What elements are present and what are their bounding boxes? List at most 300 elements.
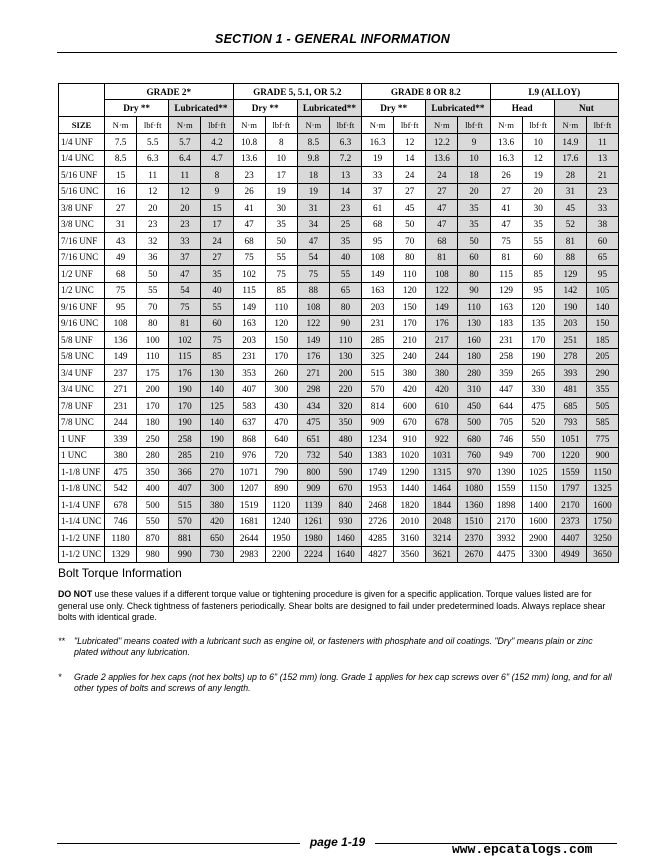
torque-value-cell: 970 bbox=[458, 464, 490, 481]
torque-value-cell: 40 bbox=[201, 282, 233, 299]
torque-value-cell: 240 bbox=[394, 348, 426, 365]
torque-value-cell: 380 bbox=[426, 365, 458, 382]
unit-lbf-header: lbf·ft bbox=[137, 117, 169, 134]
torque-value-cell: 2373 bbox=[554, 513, 586, 530]
torque-value-cell: 366 bbox=[169, 464, 201, 481]
torque-value-cell: 50 bbox=[458, 233, 490, 250]
torque-value-cell: 700 bbox=[522, 447, 554, 464]
torque-value-cell: 43 bbox=[105, 233, 137, 250]
bolt-size-cell: 5/8 UNC bbox=[59, 348, 105, 365]
grade-8-header: GRADE 8 OR 8.2 bbox=[362, 84, 491, 100]
torque-value-cell: 38 bbox=[586, 216, 618, 233]
torque-value-cell: 746 bbox=[105, 513, 137, 530]
torque-value-cell: 1510 bbox=[458, 513, 490, 530]
page-number: page 1-19 bbox=[309, 835, 366, 849]
unit-nm-header: N·m bbox=[426, 117, 458, 134]
size-header: SIZE bbox=[59, 117, 105, 134]
torque-value-cell: 1240 bbox=[265, 513, 297, 530]
torque-value-cell: 75 bbox=[490, 233, 522, 250]
torque-value-cell: 75 bbox=[297, 266, 329, 283]
torque-value-cell: 814 bbox=[362, 398, 394, 415]
torque-value-cell: 500 bbox=[137, 497, 169, 514]
torque-value-cell: 480 bbox=[329, 431, 361, 448]
torque-value-cell: 81 bbox=[490, 249, 522, 266]
torque-value-cell: 1290 bbox=[394, 464, 426, 481]
torque-value-cell: 6.4 bbox=[169, 150, 201, 167]
torque-value-cell: 1953 bbox=[362, 480, 394, 497]
torque-value-cell: 19 bbox=[522, 167, 554, 184]
torque-value-cell: 170 bbox=[394, 315, 426, 332]
torque-value-cell: 34 bbox=[297, 216, 329, 233]
torque-value-cell: 11 bbox=[137, 167, 169, 184]
bolt-size-cell: 5/8 UNF bbox=[59, 332, 105, 349]
torque-value-cell: 149 bbox=[297, 332, 329, 349]
torque-value-cell: 670 bbox=[394, 414, 426, 431]
torque-value-cell: 55 bbox=[329, 266, 361, 283]
torque-value-cell: 170 bbox=[137, 398, 169, 415]
grade-5-header: GRADE 5, 5.1, OR 5.2 bbox=[233, 84, 362, 100]
torque-value-cell: 420 bbox=[201, 513, 233, 530]
bolt-torque-table bbox=[58, 83, 619, 563]
unit-lbf-header: lbf·ft bbox=[201, 117, 233, 134]
bolt-size-cell: 1-1/8 UNC bbox=[59, 480, 105, 497]
torque-value-cell: 10 bbox=[265, 150, 297, 167]
torque-value-cell: 175 bbox=[137, 365, 169, 382]
torque-value-cell: 35 bbox=[522, 216, 554, 233]
torque-value-cell: 55 bbox=[201, 299, 233, 316]
torque-value-cell: 108 bbox=[297, 299, 329, 316]
torque-value-cell: 3621 bbox=[426, 546, 458, 563]
torque-value-cell: 149 bbox=[233, 299, 265, 316]
torque-value-cell: 1980 bbox=[297, 530, 329, 547]
torque-value-cell: 163 bbox=[362, 282, 394, 299]
table-row bbox=[59, 381, 619, 398]
torque-value-cell: 100 bbox=[137, 332, 169, 349]
torque-value-cell: 65 bbox=[586, 249, 618, 266]
torque-value-cell: 400 bbox=[137, 480, 169, 497]
torque-value-cell: 280 bbox=[137, 447, 169, 464]
torque-value-cell: 730 bbox=[201, 546, 233, 563]
torque-value-cell: 81 bbox=[169, 315, 201, 332]
torque-value-cell: 70 bbox=[137, 299, 169, 316]
torque-value-cell: 258 bbox=[169, 431, 201, 448]
torque-value-cell: 231 bbox=[362, 315, 394, 332]
torque-value-cell: 190 bbox=[554, 299, 586, 316]
torque-value-cell: 4949 bbox=[554, 546, 586, 563]
torque-value-cell: 475 bbox=[522, 398, 554, 415]
torque-value-cell: 980 bbox=[137, 546, 169, 563]
torque-value-cell: 1559 bbox=[554, 464, 586, 481]
torque-value-cell: 150 bbox=[265, 332, 297, 349]
torque-value-cell: 250 bbox=[137, 431, 169, 448]
torque-value-cell: 23 bbox=[329, 200, 361, 217]
torque-value-cell: 900 bbox=[586, 447, 618, 464]
torque-value-cell: 1600 bbox=[586, 497, 618, 514]
torque-value-cell: 640 bbox=[265, 431, 297, 448]
bolt-size-cell: 9/16 UNC bbox=[59, 315, 105, 332]
torque-value-cell: 80 bbox=[394, 249, 426, 266]
torque-value-cell: 1950 bbox=[265, 530, 297, 547]
grade-5-lubricated-header: Lubricated** bbox=[297, 100, 361, 117]
torque-value-cell: 95 bbox=[362, 233, 394, 250]
torque-value-cell: 355 bbox=[586, 381, 618, 398]
grade-8-lubricated-header: Lubricated** bbox=[426, 100, 490, 117]
torque-value-cell: 136 bbox=[105, 332, 137, 349]
torque-value-cell: 930 bbox=[329, 513, 361, 530]
torque-value-cell: 68 bbox=[105, 266, 137, 283]
torque-value-cell: 47 bbox=[490, 216, 522, 233]
torque-value-cell: 760 bbox=[458, 447, 490, 464]
torque-value-cell: 75 bbox=[265, 266, 297, 283]
torque-value-cell: 325 bbox=[362, 348, 394, 365]
torque-value-cell: 550 bbox=[137, 513, 169, 530]
torque-value-cell: 81 bbox=[426, 249, 458, 266]
torque-value-cell: 3250 bbox=[586, 530, 618, 547]
torque-value-cell: 3560 bbox=[394, 546, 426, 563]
torque-value-cell: 47 bbox=[169, 266, 201, 283]
torque-value-cell: 176 bbox=[169, 365, 201, 382]
lubricated-note-mark: ** bbox=[58, 635, 65, 646]
torque-value-cell: 180 bbox=[137, 414, 169, 431]
torque-value-cell: 205 bbox=[586, 348, 618, 365]
table-row bbox=[59, 546, 619, 563]
torque-value-cell: 258 bbox=[490, 348, 522, 365]
torque-value-cell: 251 bbox=[554, 332, 586, 349]
torque-value-cell: 27 bbox=[490, 183, 522, 200]
torque-value-cell: 47 bbox=[297, 233, 329, 250]
bolt-size-cell: 1 UNC bbox=[59, 447, 105, 464]
torque-value-cell: 350 bbox=[329, 414, 361, 431]
table-caption: Bolt Torque Information bbox=[58, 566, 182, 580]
torque-value-cell: 80 bbox=[458, 266, 490, 283]
l9-nut-header: Nut bbox=[554, 100, 618, 117]
torque-value-cell: 27 bbox=[105, 200, 137, 217]
lubricated-note-text: "Lubricated" means coated with a lubricant such as engine oil, or fasteners with phosphate and oil coatings. "Dry" means plain or zinc plated without any lubrication. bbox=[74, 635, 593, 657]
torque-value-cell: 13.6 bbox=[233, 150, 265, 167]
bolt-size-cell: 1 UNF bbox=[59, 431, 105, 448]
torque-value-cell: 150 bbox=[394, 299, 426, 316]
torque-value-cell: 1261 bbox=[297, 513, 329, 530]
torque-value-cell: 27 bbox=[426, 183, 458, 200]
torque-value-cell: 909 bbox=[362, 414, 394, 431]
torque-value-cell: 515 bbox=[169, 497, 201, 514]
torque-value-cell: 393 bbox=[554, 365, 586, 382]
torque-value-cell: 35 bbox=[458, 200, 490, 217]
torque-value-cell: 434 bbox=[297, 398, 329, 415]
torque-value-cell: 110 bbox=[329, 332, 361, 349]
torque-value-cell: 8 bbox=[265, 134, 297, 151]
torque-value-cell: 108 bbox=[105, 315, 137, 332]
torque-value-cell: 420 bbox=[394, 381, 426, 398]
torque-value-cell: 2726 bbox=[362, 513, 394, 530]
torque-value-cell: 27 bbox=[394, 183, 426, 200]
l9-alloy-header: L9 (ALLOY) bbox=[490, 84, 619, 100]
torque-value-cell: 271 bbox=[105, 381, 137, 398]
torque-value-cell: 285 bbox=[362, 332, 394, 349]
table-row bbox=[59, 530, 619, 547]
torque-value-cell: 129 bbox=[490, 282, 522, 299]
torque-value-cell: 2048 bbox=[426, 513, 458, 530]
torque-value-cell: 2010 bbox=[394, 513, 426, 530]
torque-value-cell: 16.3 bbox=[362, 134, 394, 151]
torque-value-cell: 12.2 bbox=[426, 134, 458, 151]
torque-value-cell: 430 bbox=[265, 398, 297, 415]
torque-value-cell: 55 bbox=[522, 233, 554, 250]
torque-value-cell: 1844 bbox=[426, 497, 458, 514]
torque-value-cell: 160 bbox=[458, 332, 490, 349]
torque-value-cell: 220 bbox=[329, 381, 361, 398]
torque-value-cell: 23 bbox=[233, 167, 265, 184]
torque-value-cell: 110 bbox=[394, 266, 426, 283]
table-row bbox=[59, 150, 619, 167]
torque-value-cell: 7.5 bbox=[105, 134, 137, 151]
torque-value-cell: 115 bbox=[233, 282, 265, 299]
torque-value-cell: 1797 bbox=[554, 480, 586, 497]
torque-value-cell: 200 bbox=[137, 381, 169, 398]
torque-value-cell: 244 bbox=[105, 414, 137, 431]
torque-value-cell: 150 bbox=[586, 315, 618, 332]
torque-value-cell: 176 bbox=[426, 315, 458, 332]
torque-value-cell: 14 bbox=[394, 150, 426, 167]
torque-value-cell: 1820 bbox=[394, 497, 426, 514]
torque-value-cell: 50 bbox=[394, 216, 426, 233]
torque-value-cell: 81 bbox=[554, 233, 586, 250]
torque-value-cell: 203 bbox=[554, 315, 586, 332]
bolt-size-cell: 1-1/8 UNF bbox=[59, 464, 105, 481]
torque-value-cell: 37 bbox=[362, 183, 394, 200]
torque-value-cell: 350 bbox=[137, 464, 169, 481]
torque-value-cell: 270 bbox=[201, 464, 233, 481]
unit-lbf-header: lbf·ft bbox=[458, 117, 490, 134]
torque-value-cell: 590 bbox=[329, 464, 361, 481]
torque-value-cell: 24 bbox=[201, 233, 233, 250]
torque-value-cell: 54 bbox=[169, 282, 201, 299]
torque-value-cell: 2370 bbox=[458, 530, 490, 547]
torque-value-cell: 1559 bbox=[490, 480, 522, 497]
torque-value-cell: 10 bbox=[458, 150, 490, 167]
torque-value-cell: 9 bbox=[458, 134, 490, 151]
torque-value-cell: 310 bbox=[458, 381, 490, 398]
torque-value-cell: 1139 bbox=[297, 497, 329, 514]
bolt-size-cell: 7/16 UNF bbox=[59, 233, 105, 250]
table-row bbox=[59, 299, 619, 316]
table-row bbox=[59, 200, 619, 217]
torque-value-cell: 70 bbox=[394, 233, 426, 250]
torque-value-cell: 17 bbox=[265, 167, 297, 184]
torque-value-cell: 149 bbox=[426, 299, 458, 316]
torque-value-cell: 260 bbox=[265, 365, 297, 382]
table-row bbox=[59, 249, 619, 266]
torque-value-cell: 1360 bbox=[458, 497, 490, 514]
torque-value-cell: 868 bbox=[233, 431, 265, 448]
torque-value-cell: 122 bbox=[297, 315, 329, 332]
bolt-size-cell: 1/4 UNC bbox=[59, 150, 105, 167]
torque-value-cell: 2224 bbox=[297, 546, 329, 563]
torque-value-cell: 60 bbox=[522, 249, 554, 266]
torque-value-cell: 75 bbox=[233, 249, 265, 266]
table-row bbox=[59, 282, 619, 299]
torque-value-cell: 20 bbox=[458, 183, 490, 200]
torque-value-cell: 130 bbox=[329, 348, 361, 365]
torque-value-cell: 12 bbox=[169, 183, 201, 200]
torque-value-cell: 976 bbox=[233, 447, 265, 464]
torque-value-cell: 280 bbox=[458, 365, 490, 382]
torque-value-cell: 4407 bbox=[554, 530, 586, 547]
torque-value-cell: 19 bbox=[362, 150, 394, 167]
torque-value-cell: 2983 bbox=[233, 546, 265, 563]
unit-nm-header: N·m bbox=[233, 117, 265, 134]
torque-value-cell: 800 bbox=[297, 464, 329, 481]
torque-value-cell: 110 bbox=[458, 299, 490, 316]
torque-value-cell: 678 bbox=[426, 414, 458, 431]
torque-value-cell: 19 bbox=[265, 183, 297, 200]
torque-value-cell: 105 bbox=[586, 282, 618, 299]
do-not-text: use these values if a different torque value or tightening procedure is given for a specific application. Torque values listed are for general use only. Check tightness of fasteners periodically. Shear bolts are designed to fail under predetermined loads. Always replace shear bolts with identical grade. bbox=[58, 589, 606, 622]
torque-value-cell: 285 bbox=[169, 447, 201, 464]
torque-value-cell: 353 bbox=[233, 365, 265, 382]
torque-value-cell: 185 bbox=[586, 332, 618, 349]
torque-value-cell: 30 bbox=[265, 200, 297, 217]
torque-value-cell: 650 bbox=[201, 530, 233, 547]
torque-value-cell: 13 bbox=[329, 167, 361, 184]
torque-value-cell: 200 bbox=[329, 365, 361, 382]
torque-value-cell: 407 bbox=[169, 480, 201, 497]
torque-value-cell: 420 bbox=[426, 381, 458, 398]
torque-value-cell: 23 bbox=[137, 216, 169, 233]
torque-value-cell: 840 bbox=[329, 497, 361, 514]
torque-value-cell: 793 bbox=[554, 414, 586, 431]
torque-value-cell: 203 bbox=[233, 332, 265, 349]
grade-note-text: Grade 2 applies for hex caps (not hex bolts) up to 6" (152 mm) long. Grade 1 applies for hex cap screws over 6" (152 mm) long, and for all other types of bolts and screws of any length. bbox=[74, 671, 612, 693]
torque-value-cell: 20 bbox=[137, 200, 169, 217]
torque-value-cell: 4.2 bbox=[201, 134, 233, 151]
torque-value-cell: 1220 bbox=[554, 447, 586, 464]
torque-value-cell: 88 bbox=[554, 249, 586, 266]
torque-value-cell: 90 bbox=[458, 282, 490, 299]
torque-value-cell: 450 bbox=[458, 398, 490, 415]
torque-value-cell: 125 bbox=[201, 398, 233, 415]
torque-value-cell: 1207 bbox=[233, 480, 265, 497]
torque-value-cell: 1440 bbox=[394, 480, 426, 497]
unit-nm-header: N·m bbox=[105, 117, 137, 134]
torque-value-cell: 50 bbox=[265, 233, 297, 250]
torque-value-cell: 102 bbox=[169, 332, 201, 349]
torque-value-cell: 26 bbox=[233, 183, 265, 200]
table-row bbox=[59, 447, 619, 464]
grade-note-mark: * bbox=[58, 671, 62, 682]
torque-value-cell: 3932 bbox=[490, 530, 522, 547]
torque-value-cell: 909 bbox=[297, 480, 329, 497]
table-row bbox=[59, 216, 619, 233]
torque-value-cell: 75 bbox=[105, 282, 137, 299]
torque-value-cell: 1329 bbox=[105, 546, 137, 563]
torque-value-cell: 130 bbox=[201, 365, 233, 382]
torque-value-cell: 130 bbox=[458, 315, 490, 332]
bolt-size-cell: 5/16 UNF bbox=[59, 167, 105, 184]
torque-value-cell: 13 bbox=[586, 150, 618, 167]
table-row bbox=[59, 167, 619, 184]
watermark: www.epcatalogs.com bbox=[452, 842, 593, 857]
torque-value-cell: 775 bbox=[586, 431, 618, 448]
table-row bbox=[59, 266, 619, 283]
torque-value-cell: 330 bbox=[522, 381, 554, 398]
torque-value-cell: 30 bbox=[522, 200, 554, 217]
torque-value-cell: 505 bbox=[586, 398, 618, 415]
torque-value-cell: 115 bbox=[169, 348, 201, 365]
torque-value-cell: 4475 bbox=[490, 546, 522, 563]
torque-value-cell: 20 bbox=[169, 200, 201, 217]
torque-value-cell: 1025 bbox=[522, 464, 554, 481]
torque-value-cell: 140 bbox=[201, 381, 233, 398]
torque-value-cell: 108 bbox=[426, 266, 458, 283]
torque-value-cell: 24 bbox=[394, 167, 426, 184]
torque-value-cell: 36 bbox=[137, 249, 169, 266]
torque-value-cell: 949 bbox=[490, 447, 522, 464]
torque-value-cell: 380 bbox=[201, 497, 233, 514]
torque-value-cell: 2670 bbox=[458, 546, 490, 563]
torque-value-cell: 35 bbox=[458, 216, 490, 233]
torque-value-cell: 210 bbox=[201, 447, 233, 464]
bolt-size-cell: 1-1/4 UNC bbox=[59, 513, 105, 530]
unit-nm-header: N·m bbox=[490, 117, 522, 134]
torque-value-cell: 40 bbox=[329, 249, 361, 266]
torque-value-cell: 680 bbox=[458, 431, 490, 448]
torque-value-cell: 10 bbox=[522, 134, 554, 151]
torque-value-cell: 120 bbox=[265, 315, 297, 332]
torque-value-cell: 475 bbox=[105, 464, 137, 481]
torque-value-cell: 85 bbox=[522, 266, 554, 283]
torque-value-cell: 14.9 bbox=[554, 134, 586, 151]
torque-value-cell: 339 bbox=[105, 431, 137, 448]
torque-value-cell: 28 bbox=[554, 167, 586, 184]
torque-value-cell: 1519 bbox=[233, 497, 265, 514]
torque-value-cell: 41 bbox=[233, 200, 265, 217]
torque-value-cell: 12 bbox=[522, 150, 554, 167]
torque-value-cell: 68 bbox=[426, 233, 458, 250]
table-row bbox=[59, 464, 619, 481]
torque-value-cell: 31 bbox=[105, 216, 137, 233]
bolt-size-cell: 1/4 UNF bbox=[59, 134, 105, 151]
torque-value-cell: 1600 bbox=[522, 513, 554, 530]
torque-value-cell: 7.2 bbox=[329, 150, 361, 167]
table-row bbox=[59, 348, 619, 365]
torque-value-cell: 732 bbox=[297, 447, 329, 464]
torque-value-cell: 41 bbox=[490, 200, 522, 217]
torque-value-cell: 407 bbox=[233, 381, 265, 398]
torque-value-cell: 2644 bbox=[233, 530, 265, 547]
torque-value-cell: 18 bbox=[297, 167, 329, 184]
table-corner bbox=[59, 84, 105, 117]
torque-value-cell: 16.3 bbox=[490, 150, 522, 167]
torque-value-cell: 237 bbox=[105, 365, 137, 382]
torque-value-cell: 515 bbox=[362, 365, 394, 382]
torque-value-cell: 31 bbox=[554, 183, 586, 200]
torque-value-cell: 720 bbox=[265, 447, 297, 464]
table-row bbox=[59, 332, 619, 349]
table-row bbox=[59, 233, 619, 250]
torque-value-cell: 1383 bbox=[362, 447, 394, 464]
torque-value-cell: 2900 bbox=[522, 530, 554, 547]
torque-value-cell: 85 bbox=[201, 348, 233, 365]
torque-value-cell: 5.5 bbox=[137, 134, 169, 151]
torque-value-cell: 678 bbox=[105, 497, 137, 514]
torque-value-cell: 135 bbox=[522, 315, 554, 332]
torque-value-cell: 122 bbox=[426, 282, 458, 299]
torque-value-cell: 75 bbox=[169, 299, 201, 316]
torque-value-cell: 3160 bbox=[394, 530, 426, 547]
torque-value-cell: 20 bbox=[522, 183, 554, 200]
section-title: SECTION 1 - GENERAL INFORMATION bbox=[215, 32, 450, 46]
